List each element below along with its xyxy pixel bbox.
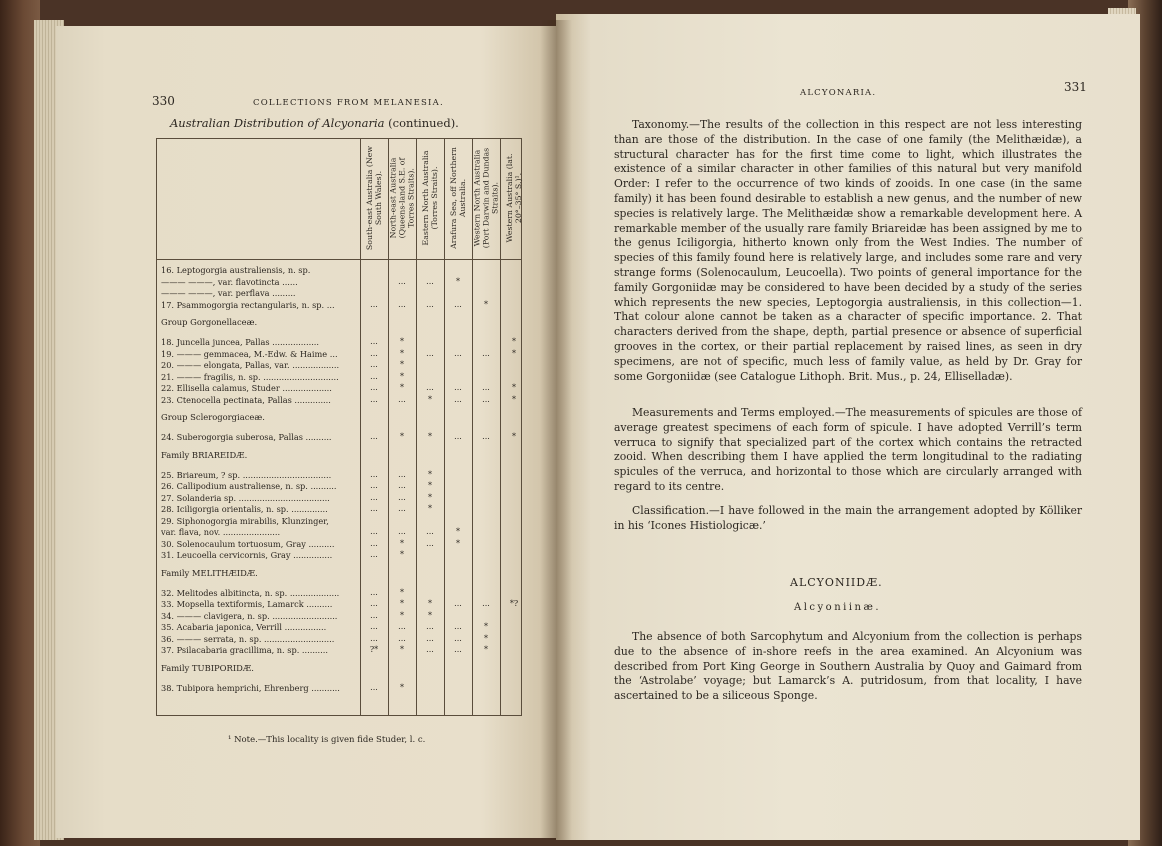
distribution-mark: *? bbox=[509, 599, 519, 608]
distribution-mark: * bbox=[400, 610, 404, 620]
species-name: ——— ———, var. perflava ......... bbox=[161, 288, 296, 298]
left-page-number: 330 bbox=[152, 94, 175, 108]
species-name: 22. Ellisella calamus, Studer ................... bbox=[161, 383, 332, 393]
distribution-mark: ... bbox=[370, 538, 378, 548]
distribution-mark: * bbox=[512, 383, 516, 392]
distribution-mark: ... bbox=[398, 622, 406, 631]
species-name: 24. Suberogorgia suberosa, Pallas .......... bbox=[161, 432, 332, 442]
column-header-text: Western North Australia (Port Darwin and Dundas Straits). bbox=[472, 147, 500, 249]
distribution-mark: * bbox=[400, 432, 404, 441]
distribution-mark: ... bbox=[426, 383, 434, 392]
distribution-mark: * bbox=[484, 299, 488, 309]
distribution-mark: * bbox=[400, 337, 404, 346]
column-header-text: Eastern North Australia (Torres Straits). bbox=[421, 150, 439, 246]
column-header bbox=[388, 143, 416, 253]
paragraph-text: Taxonomy.—The results of the collection in this respect are not less interesting than are those of the distribution. In the case of one family (the Melithæidæ), a structural character has for the first time come to light, which illustrates the existence of a similar character in other families of this natural but very manifold Order: I refer to the occurrence of two kinds of zooids. In one case (in the same family) it has been found desirable to establish a new genus, and the number of new species is relatively large. The Melithæidæ show a remarkable development here. A remarkable member of the usually rare family Briareidæ has been assigned by me to the genus Iciligorgia, hitherto known only from the West Indies. The number of species of this family found here is relatively large, and includes some rare and very strange forms (Solenocaulum, Leucoella). Two points of general importance for the family Gorgoniidæ may be considered to have been decided by a study of the series which represents the new species, Leptogorgia australiensis, in this collection—1. That colour alone cannot be taken as a character of specific importance. 2. That characters derived from the shape, depth, partial presence or absence of superficial grooves in the cortex, or their partial replacement by raised lines, as seen in dry specimens, are not of specific, much less of family value, as held by Dr. Gray for some Gorgoniidæ (see Catalogue Lithoph. Brit. Mus., p. 24, Elliselladæ). bbox=[614, 118, 1082, 383]
distribution-mark: ... bbox=[482, 432, 490, 441]
distribution-mark: ... bbox=[370, 469, 378, 479]
column-header bbox=[444, 143, 472, 253]
distribution-mark: ... bbox=[370, 481, 378, 490]
distribution-mark: * bbox=[428, 469, 432, 479]
distribution-mark: ... bbox=[482, 599, 490, 608]
distribution-mark: * bbox=[400, 682, 404, 692]
column-header bbox=[360, 143, 388, 253]
column-header-text: North-east Australia (Queens-land S.E. of Torres Straits). bbox=[388, 157, 416, 239]
right-page-number: 331 bbox=[1064, 80, 1087, 94]
distribution-mark: ... bbox=[370, 504, 378, 513]
species-name: 23. Ctenocella pectinata, Pallas .............. bbox=[161, 394, 331, 405]
distribution-mark: * bbox=[400, 587, 404, 597]
distribution-mark: * bbox=[400, 371, 404, 381]
caption-title: Australian Distribution of Alcyonaria bbox=[170, 116, 385, 130]
distribution-mark: * bbox=[456, 276, 460, 286]
gutter-shadow bbox=[540, 20, 572, 840]
distribution-mark: ... bbox=[426, 633, 434, 643]
paragraph-alcyoniinae bbox=[614, 630, 1082, 704]
distribution-mark: ... bbox=[370, 527, 378, 536]
subsection-heading: Alcyoniinæ. bbox=[794, 602, 882, 613]
distribution-mark: ... bbox=[398, 299, 406, 309]
distribution-mark: ... bbox=[454, 348, 462, 358]
paragraph-text: Classification.—I have followed in the main the arrangement adopted by Kölliker in his ‘Icones Histiologicæ.’ bbox=[614, 504, 1082, 532]
right-running-head: ALCYONARIA. bbox=[800, 88, 877, 98]
distribution-mark: ... bbox=[454, 645, 462, 654]
distribution-mark: ... bbox=[370, 299, 378, 309]
distribution-mark: * bbox=[512, 394, 516, 404]
species-name: 19. ——— gemmacea, M.-Edw. & Haime ... bbox=[161, 348, 338, 359]
species-name: 37. Psilacabaria gracillima, n. sp. .......... bbox=[161, 645, 328, 655]
distribution-mark: ... bbox=[370, 348, 378, 358]
distribution-mark: * bbox=[400, 538, 404, 548]
species-name: 36. ——— serrata, n. sp. ........................... bbox=[161, 633, 335, 644]
distribution-mark: ... bbox=[482, 348, 490, 358]
distribution-mark: ... bbox=[370, 587, 378, 597]
distribution-mark: ... bbox=[398, 469, 406, 479]
distribution-mark: * bbox=[484, 633, 488, 643]
table-caption bbox=[170, 116, 459, 130]
distribution-mark: ... bbox=[454, 633, 462, 643]
distribution-mark: * bbox=[512, 348, 516, 358]
distribution-mark: ... bbox=[426, 527, 434, 536]
distribution-mark: * bbox=[428, 492, 432, 502]
distribution-mark: ... bbox=[398, 276, 406, 286]
column-header bbox=[472, 143, 500, 253]
distribution-mark: * bbox=[428, 432, 432, 441]
distribution-mark: * bbox=[428, 610, 432, 620]
distribution-mark: ... bbox=[454, 383, 462, 392]
distribution-mark: * bbox=[428, 394, 432, 404]
distribution-mark: * bbox=[456, 538, 460, 548]
distribution-mark: ... bbox=[482, 383, 490, 392]
paragraph-classification bbox=[614, 504, 1082, 534]
distribution-mark: ... bbox=[454, 432, 462, 441]
distribution-mark: ... bbox=[454, 622, 462, 631]
distribution-mark: ... bbox=[370, 550, 378, 559]
species-name: 38. Tubipora hemprichi, Ehrenberg ........... bbox=[161, 682, 340, 693]
column-header bbox=[500, 143, 528, 253]
column-header-text: South-east Australia (New South Wales). bbox=[365, 145, 383, 251]
distribution-mark: ... bbox=[370, 599, 378, 608]
distribution-mark: ... bbox=[426, 645, 434, 654]
distribution-mark: * bbox=[484, 645, 488, 654]
distribution-mark: * bbox=[428, 599, 432, 608]
distribution-mark: ... bbox=[426, 276, 434, 286]
species-name: 17. Psammogorgia rectangularis, n. sp. ... bbox=[161, 299, 335, 310]
distribution-mark: * bbox=[400, 348, 404, 358]
distribution-mark: * bbox=[456, 527, 460, 536]
species-name: 29. Siphonogorgia mirabilis, Klunzinger, bbox=[161, 515, 329, 526]
column-header bbox=[416, 143, 444, 253]
distribution-mark: ... bbox=[370, 383, 378, 392]
distribution-mark: ... bbox=[370, 371, 378, 381]
distribution-mark: ... bbox=[426, 538, 434, 548]
table-group-heading: Family BRIAREIDÆ. bbox=[161, 449, 248, 460]
column-header-text: Arafura Sea, off Northern Australia. bbox=[449, 147, 467, 249]
species-name: 21. ——— fragilis, n. sp. ............................. bbox=[161, 371, 339, 382]
species-name: 20. ——— elongata, Pallas, var. .................. bbox=[161, 360, 340, 370]
distribution-mark: * bbox=[512, 337, 516, 346]
paragraph-taxonomy bbox=[614, 118, 1082, 384]
distribution-mark: ... bbox=[398, 527, 406, 536]
species-name: 25. Briareum, ? sp. .................................. bbox=[161, 469, 332, 480]
species-name: 28. Iciligorgia orientalis, n. sp. .............. bbox=[161, 504, 328, 514]
distribution-mark: ... bbox=[454, 299, 462, 309]
distribution-mark: ... bbox=[454, 599, 462, 608]
caption-suffix: (continued). bbox=[388, 116, 459, 130]
table-group-heading: Family TUBIPORIDÆ. bbox=[161, 662, 254, 673]
paragraph-text: The absence of both Sarcophytum and Alcyonium from the collection is perhaps due to the absence of in-shore reefs in the area examined. An Alcyonium was described from Port King George in Southern Australia by Quoy and Gaimard from the ‘Astrolabe’ voyage; but Lamarck’s A. putridosum, from that locality, I have ascertained to be a siliceous Sponge. bbox=[614, 630, 1082, 703]
distribution-mark: ... bbox=[398, 504, 406, 513]
distribution-mark: ?* bbox=[369, 645, 379, 654]
species-name: ——— ———, var. flavotincta ...... bbox=[161, 276, 298, 287]
distribution-mark: ... bbox=[370, 337, 378, 346]
distribution-mark: * bbox=[512, 432, 516, 441]
distribution-mark: ... bbox=[370, 610, 378, 620]
table-group-heading: Group Sclerogorgiaceæ. bbox=[161, 412, 265, 422]
distribution-mark: ... bbox=[398, 481, 406, 490]
paragraph-measurements bbox=[614, 406, 1082, 495]
species-name: 26. Callipodium australiense, n. sp. .......... bbox=[161, 481, 337, 491]
column-header-text: Western Australia (lat. 20°–35° S.)¹. bbox=[505, 153, 523, 243]
species-name: 31. Leucoella cervicornis, Gray ............... bbox=[161, 550, 333, 560]
distribution-mark: ... bbox=[370, 682, 378, 692]
table-group-heading: Family MELITHÆIDÆ. bbox=[161, 567, 258, 578]
section-heading: ALCYONIIDÆ. bbox=[790, 576, 883, 589]
species-name: 32. Melitodes albitincta, n. sp. ................... bbox=[161, 587, 340, 598]
distribution-mark: * bbox=[400, 360, 404, 369]
distribution-mark: * bbox=[400, 383, 404, 392]
left-running-head: COLLECTIONS FROM MELANESIA. bbox=[253, 98, 444, 108]
species-name: 35. Acabaria japonica, Verrill ................ bbox=[161, 622, 327, 632]
distribution-table bbox=[156, 138, 522, 716]
table-footnote: ¹ Note.—This locality is given fide Studer, l. c. bbox=[228, 735, 426, 745]
distribution-mark: ... bbox=[370, 633, 378, 643]
distribution-mark: * bbox=[400, 645, 404, 654]
distribution-mark: ... bbox=[370, 432, 378, 441]
paragraph-text: Measurements and Terms employed.—The measurements of spicules are those of average greatest specimens of each form of spicule. I have adopted Verrill’s term verruca to signify that specialized part of the cortex which contains the retracted zooid. When describing them I have applied the term longitudinal to the radiating spicules of the verruca, and horizontal to those which are circularly arranged with regard to its centre. bbox=[614, 406, 1082, 493]
distribution-mark: ... bbox=[370, 492, 378, 502]
distribution-mark: ... bbox=[398, 492, 406, 502]
distribution-mark: * bbox=[400, 550, 404, 559]
species-name: 16. Leptogorgia australiensis, n. sp. bbox=[161, 265, 311, 275]
distribution-mark: ... bbox=[426, 299, 434, 309]
distribution-mark: * bbox=[428, 481, 432, 490]
distribution-mark: ... bbox=[370, 622, 378, 631]
species-name: 30. Solenocaulum tortuosum, Gray .......... bbox=[161, 538, 335, 549]
species-name: 33. Mopsella textiformis, Lamarck .......... bbox=[161, 599, 333, 609]
distribution-mark: ... bbox=[370, 360, 378, 369]
distribution-mark: ... bbox=[398, 394, 406, 404]
distribution-mark: ... bbox=[426, 622, 434, 631]
species-name: 34. ——— clavigera, n. sp. ......................... bbox=[161, 610, 338, 621]
distribution-mark: ... bbox=[370, 394, 378, 404]
species-name: 27. Solanderia sp. ................................... bbox=[161, 492, 330, 503]
distribution-mark: * bbox=[484, 622, 488, 631]
distribution-mark: ... bbox=[482, 394, 490, 404]
species-name: 18. Juncella juncea, Pallas .................. bbox=[161, 337, 319, 347]
distribution-mark: ... bbox=[398, 633, 406, 643]
distribution-mark: ... bbox=[426, 348, 434, 358]
distribution-mark: * bbox=[428, 504, 432, 513]
species-name: var. flava, nov. ...................... bbox=[161, 527, 281, 537]
distribution-mark: ... bbox=[454, 394, 462, 404]
table-group-heading: Group Gorgonellaceæ. bbox=[161, 317, 258, 327]
distribution-mark: * bbox=[400, 599, 404, 608]
